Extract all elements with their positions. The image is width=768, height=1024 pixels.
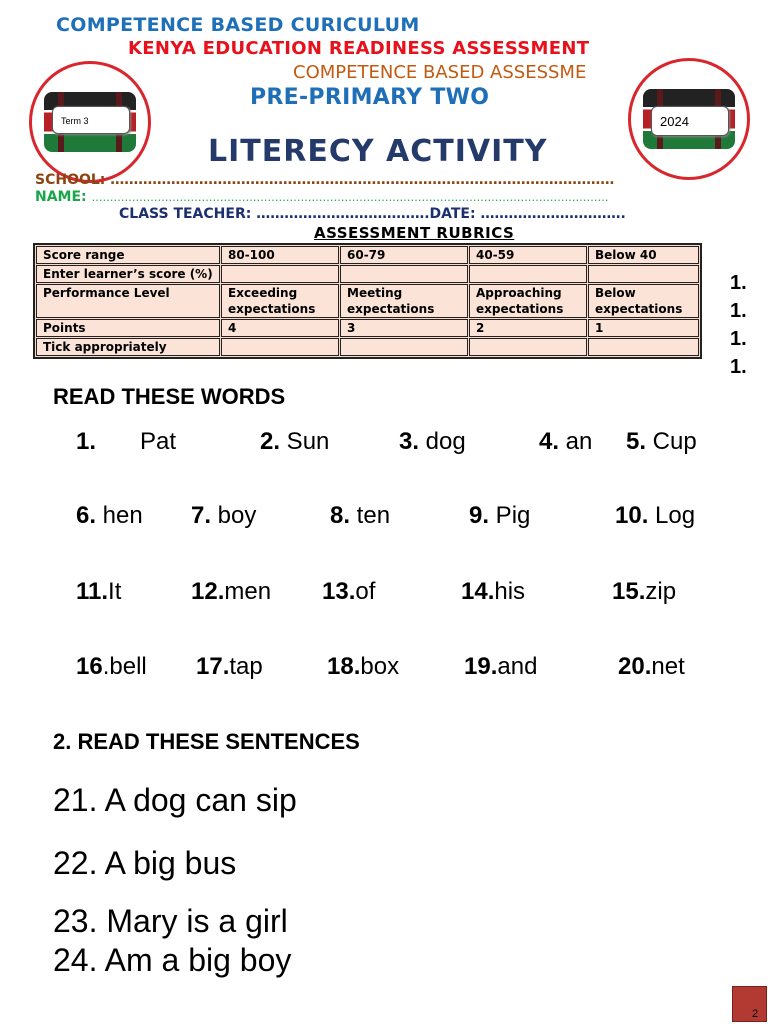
side-number: 1. [730, 272, 747, 294]
word-item [76, 578, 121, 606]
word-text: Sun [280, 428, 330, 455]
word-number: 4. [539, 428, 560, 455]
score-cell[interactable] [221, 265, 339, 283]
teacher-date-field: CLASS TEACHER: ……………………………….DATE: …………………………. [119, 206, 626, 222]
score-cell[interactable] [588, 265, 699, 283]
word-number: 8. [330, 502, 351, 529]
word-item [618, 653, 685, 681]
table-row [36, 265, 699, 283]
word-text: of [355, 578, 376, 605]
word-text: Pat [140, 428, 177, 455]
curriculum-heading: COMPETENCE BASED CURICULUM [56, 14, 420, 36]
word-text: boy [211, 502, 257, 529]
year-label: 2024 [651, 106, 729, 136]
table-cell: 2 [469, 319, 587, 337]
word-number: 1. [76, 428, 97, 455]
coat-of-arms-seal-left [29, 61, 151, 183]
coat-of-arms-seal-right [628, 58, 750, 180]
word-text: Pig [489, 502, 531, 529]
table-cell: Below expectations [588, 284, 699, 318]
word-number: 9. [469, 502, 490, 529]
word-item [76, 428, 176, 456]
table-cell: Enter learner’s score (%) [36, 265, 220, 283]
word-text: ten [350, 502, 391, 529]
word-item [76, 502, 143, 530]
table-cell: 40-59 [469, 246, 587, 264]
word-item [76, 653, 147, 681]
word-number: 11. [76, 578, 109, 605]
name-field [35, 189, 609, 205]
table-cell: Performance Level [36, 284, 220, 318]
table-cell: 80-100 [221, 246, 339, 264]
assessment-subheading: COMPETENCE BASED ASSESSME [293, 62, 587, 83]
grade-heading: PRE-PRIMARY TWO [250, 85, 490, 110]
word-item [191, 578, 271, 606]
table-row [36, 246, 699, 264]
table-cell: 4 [221, 319, 339, 337]
table-cell: 60-79 [340, 246, 468, 264]
word-item [469, 502, 530, 530]
word-number: 19. [464, 653, 498, 680]
word-text: hen [96, 502, 143, 529]
table-cell: Meeting expectations [340, 284, 468, 318]
word-text: an [559, 428, 593, 455]
section-read-sentences-title: 2. READ THESE SENTENCES [53, 729, 360, 754]
word-number: 10. [615, 502, 649, 529]
side-number: 1. [730, 328, 747, 350]
word-item [322, 578, 375, 606]
word-item [464, 653, 537, 681]
sentence-item: 21. A dog can sip [53, 782, 297, 818]
rubric-table [33, 243, 702, 359]
table-cell: Points [36, 319, 220, 337]
table-row [36, 284, 699, 318]
word-text: dog [419, 428, 466, 455]
tick-cell[interactable] [588, 338, 699, 356]
section-read-words-title: READ THESE WORDS [53, 384, 286, 409]
word-number: 14. [461, 578, 495, 605]
word-number: 15. [612, 578, 646, 605]
word-item [539, 428, 592, 456]
table-row [36, 319, 699, 337]
word-number: 7. [191, 502, 212, 529]
word-text: Log [648, 502, 696, 529]
word-number: 18. [327, 653, 361, 680]
assessment-heading: KENYA EDUCATION READINESS ASSESSMENT [128, 38, 590, 59]
tick-cell[interactable] [469, 338, 587, 356]
word-text: Cup [646, 428, 697, 455]
tick-cell[interactable] [221, 338, 339, 356]
word-number: 5. [626, 428, 647, 455]
tick-cell[interactable] [340, 338, 468, 356]
word-text: box [360, 653, 400, 680]
rubric-title: ASSESSMENT RUBRICS [314, 224, 515, 242]
word-item [191, 502, 256, 530]
page-number: 2 [752, 1008, 759, 1020]
word-item [461, 578, 525, 606]
table-cell: Score range [36, 246, 220, 264]
side-number: 1. [730, 356, 747, 378]
word-text: net [651, 653, 685, 680]
table-cell: Approaching expectations [469, 284, 587, 318]
word-number: 6. [76, 502, 97, 529]
word-number: 2. [260, 428, 281, 455]
name-label: NAME: [35, 189, 92, 205]
side-number: 1. [730, 300, 747, 322]
table-cell: 3 [340, 319, 468, 337]
sentence-item: 24. Am a big boy [53, 942, 292, 978]
score-cell[interactable] [469, 265, 587, 283]
table-cell: Tick appropriately [36, 338, 220, 356]
word-item [626, 428, 697, 456]
word-number: 12. [191, 578, 225, 605]
word-number: 20. [618, 653, 652, 680]
word-text: It [108, 578, 122, 605]
word-number: 16 [76, 653, 103, 680]
word-item [615, 502, 695, 530]
table-cell: Exceeding expectations [221, 284, 339, 318]
word-text: zip [645, 578, 677, 605]
word-item [260, 428, 329, 456]
page-title: LITERECY ACTIVITY [208, 134, 548, 169]
table-cell: Below 40 [588, 246, 699, 264]
word-number: 17. [196, 653, 230, 680]
table-row [36, 338, 699, 356]
word-item [330, 502, 390, 530]
word-text: tap [229, 653, 263, 680]
score-cell[interactable] [340, 265, 468, 283]
word-text: men [224, 578, 272, 605]
word-item [327, 653, 399, 681]
name-dots: …………………………………………………………………………………………………………………………… [91, 191, 609, 204]
page-marker [732, 986, 767, 1022]
table-cell: 1 [588, 319, 699, 337]
word-text: and [497, 653, 538, 680]
word-item [399, 428, 466, 456]
sentence-item: 23. Mary is a girl [53, 903, 288, 939]
term-label: Term 3 [52, 106, 130, 134]
school-field: SCHOOL: ……………………………………………………………………………………………… [35, 172, 615, 188]
word-text: his [494, 578, 526, 605]
word-item [612, 578, 676, 606]
word-number: 3. [399, 428, 420, 455]
word-item [196, 653, 263, 681]
word-text: .bell [102, 653, 147, 680]
word-number: 13. [322, 578, 356, 605]
sentence-item: 22. A big bus [53, 845, 237, 881]
